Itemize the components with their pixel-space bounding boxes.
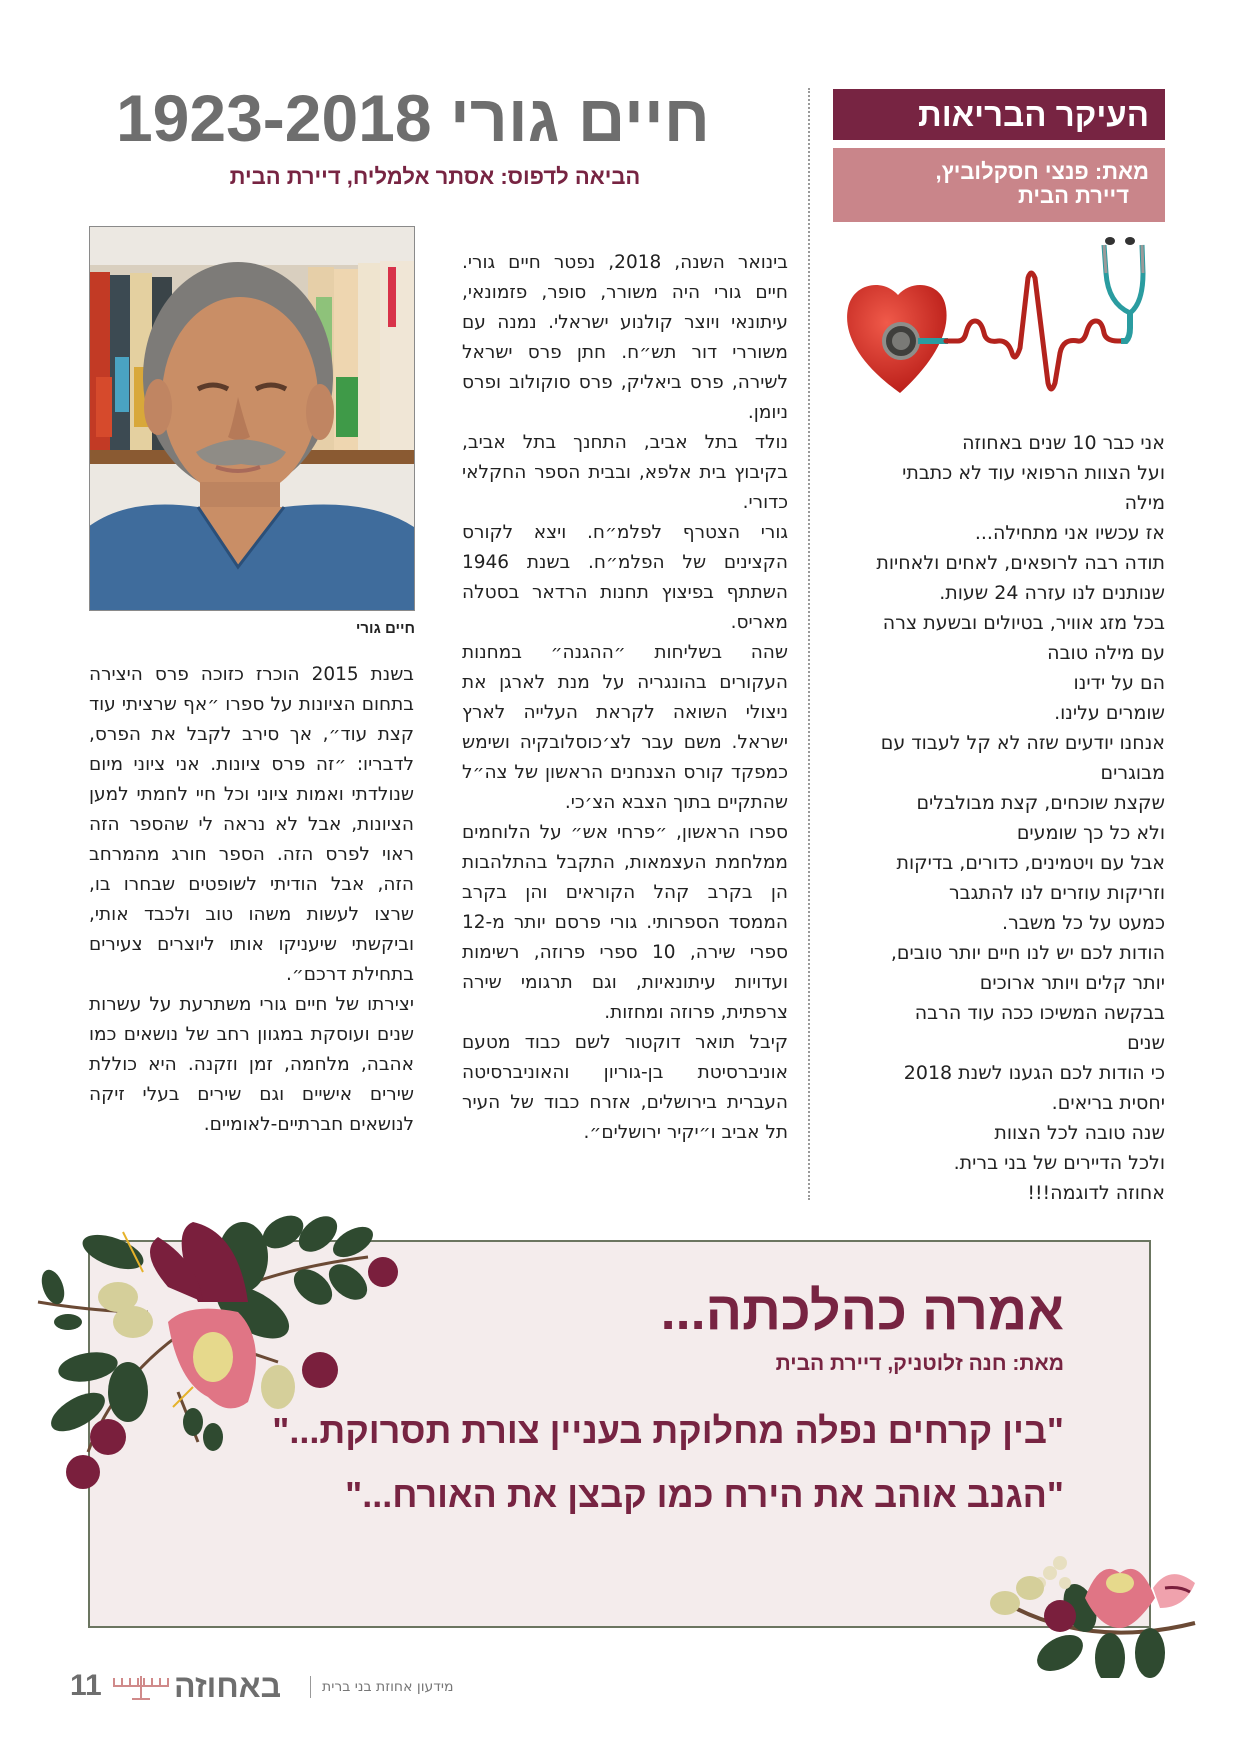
poem-line: כמעט על כל משבר. [1002, 912, 1165, 934]
saying-quote: "הגנב אוהב את הירח כמו קבצן את האורח..." [345, 1474, 1064, 1515]
poem-line: וזריקות עוזרים לנו להתגבר [948, 882, 1165, 904]
saying-quote: "בין קרחים נפלה מחלוקת בעניין צורת תסרוקת..." [272, 1410, 1064, 1451]
portrait-photo [89, 226, 415, 611]
portrait-image [89, 227, 414, 611]
poem-line: בבקשה המשיכו ככה עוד הרבה [914, 1002, 1165, 1024]
column-divider [808, 88, 810, 1200]
article-column-middle [462, 248, 788, 1148]
poem-line: שנותנים לנו עזרה 24 שעות. [939, 582, 1165, 604]
article-byline: הביאה לדפוס: אסתר אלמליח, דיירת הבית [229, 164, 641, 189]
publication-name: מידעון אחוזת בני ברית [322, 1679, 454, 1695]
photo-caption: חיים גורי [355, 620, 415, 637]
health-author-line: מאת: פנצי חסקלוביץ, [935, 159, 1149, 184]
poem-line: שנה טובה לכל הצוות [994, 1122, 1165, 1144]
article-paragraph: נולד בתל אביב, התחנך בתל אביב, בקיבוץ בית אלפא, ובבית הספר החקלאי כדורי. [462, 432, 788, 513]
poem-line: אנחנו יודעים שזה לא קל לעבוד עם [880, 732, 1165, 754]
article-paragraph: בשנת 2015 הוכרז כזוכה פרס היצירה בתחום הציונות על ספרו ״אף שרציתי עוד קצת עוד״, אך סירב לקבל את הפרס, לדבריו: ״זה פרס ציונות. אני ציוני מיום שנולדתי ואמות ציוני וכל חיי לחמתי למען הציונות, אבל לא נראה לי שהספר הזה ראוי לפרס הזה. הספר חורג מהמרחב הזה, אבל הודיתי לשופטים שבחרו בו, שרצו לעשות משהו טוב ולכבד אותי, וביקשתי שיעניקו אותו ליוצרים צעירים בתחילת דרכם״. [89, 664, 415, 985]
poem-line: הם על ידינו [1073, 672, 1165, 694]
poem-line: מילה [1124, 492, 1165, 514]
article-column-left [89, 660, 414, 1140]
poem-line: שקצת שוכחים, קצת מבולבלים [916, 792, 1165, 814]
footer-divider [310, 1676, 311, 1698]
article-paragraph: בינואר השנה, 2018, נפטר חיים גורי. חיים גורי היה משורר, סופר, פזמונאי, עיתונאי ויוצר קולנוע ישראלי. נמנה עם משוררי דור תש״ח. חתן פרס ישראל לשירה, פרס ביאליק, פרס סוקולוב ופרס ניומן. [462, 252, 789, 423]
poem-line: אני כבר 10 שנים באחוזה [962, 432, 1165, 454]
menorah-icon [112, 1674, 170, 1702]
poem-line: ולא כל כך שומעים [1016, 822, 1165, 844]
article-paragraph: שהה בשליחות ״ההגנה״ במחנות העקורים בהונגריה על מנת לארגן את ניצולי השואה לקראת העלייה לארץ ישראל. משם עבר לצ׳כוסלובקיה ושימש כמפקד קורס הצנחנים הראשון של צה״ל שהתקיים בתוך הצבא הצ׳כי. [462, 642, 788, 813]
floral-decoration-icon [975, 1528, 1205, 1678]
poem-line: מבוגרים [1100, 762, 1165, 784]
poem-line: כי הודות לכם הגענו לשנת 2018 [903, 1062, 1165, 1084]
sayings-author: מאת: חנה זלוטניק, דיירת הבית [775, 1352, 1064, 1375]
poem-line: אז עכשיו אני מתחילה... [974, 522, 1165, 544]
health-section-title: העיקר הבריאות [833, 89, 1165, 140]
poem-line: יחסית בריאים. [1051, 1092, 1165, 1114]
poem-line: ועל הצוות הרפואי עוד לא כתבתי [902, 462, 1165, 484]
poem-line: עם מילה טובה [1047, 642, 1165, 664]
article-paragraph: גורי הצטרף לפלמ״ח. ויצא לקורס הקצינים של הפלמ״ח. בשנת 1946 השתתף בפיצוץ תחנות הרדאר בסטלה מאריס. [462, 522, 788, 633]
heart-stethoscope-icon [838, 233, 1168, 408]
poem-line: הודות לכם יש לנו חיים יותר טובים, [890, 942, 1165, 964]
poem-line: שומרים עלינו. [1054, 702, 1165, 724]
health-author-box [833, 148, 1165, 222]
article-paragraph: יצירתו של חיים גורי משתרעת על עשרות שנים ועוסקת במגוון רחב של נושאים כמו אהבה, מלחמה, זמן וזקנה. היא כוללת שירים אישיים וגם שירים בעלי זיקה לנושאים חברתיים-לאומיים. [89, 994, 414, 1135]
article-title: חיים גורי 1923-2018 [115, 81, 710, 155]
poem-line: בכל מזג אוויר, בטיולים ובשעת צרה [882, 612, 1165, 634]
sayings-title: אמרה כהלכתה... [660, 1281, 1064, 1341]
brand-name: באחוזה [174, 1668, 282, 1704]
poem-line: ולכל הדיירים של בני ברית. [953, 1152, 1165, 1174]
poem-line: יותר קלים ויותר ארוכים [979, 972, 1165, 994]
poem-line: אבל עם ויטמינים, כדורים, בדיקות [896, 852, 1165, 874]
poem-line: שנים [1127, 1032, 1165, 1054]
health-author-role: דיירת הבית [1018, 183, 1129, 208]
poem-line: אחוזה לדוגמה!!! [1027, 1182, 1165, 1204]
poem-line: תודה רבה לרופאים, לאחים ולאחיות [876, 552, 1165, 574]
page-footer [70, 1666, 490, 1706]
health-poem [840, 428, 1165, 1208]
article-paragraph: ספרו הראשון, ״פרחי אש״ על הלוחמים ממלחמת העצמאות, התקבל בהתלהבות הן בקרב קהל הקוראים והן בקרב הממסד הספרותי. גורי פרסם יותר מ-12 ספרי שירה, 10 ספרי פרוזה, רשימות ועדויות עיתונאיות, וגם תרגומי שירה צרפתית, פרוזה ומחזות. [462, 822, 789, 1023]
floral-decoration-icon [28, 1212, 408, 1492]
article-paragraph: קיבל תואר דוקטור לשם כבוד מטעם אוניברסיטת בן-גוריון והאוניברסיטה העברית בירושלים, אזרח כבוד של העיר תל אביב ו״יקיר ירושלים״. [462, 1032, 788, 1143]
page-number: 11 [70, 1669, 102, 1702]
